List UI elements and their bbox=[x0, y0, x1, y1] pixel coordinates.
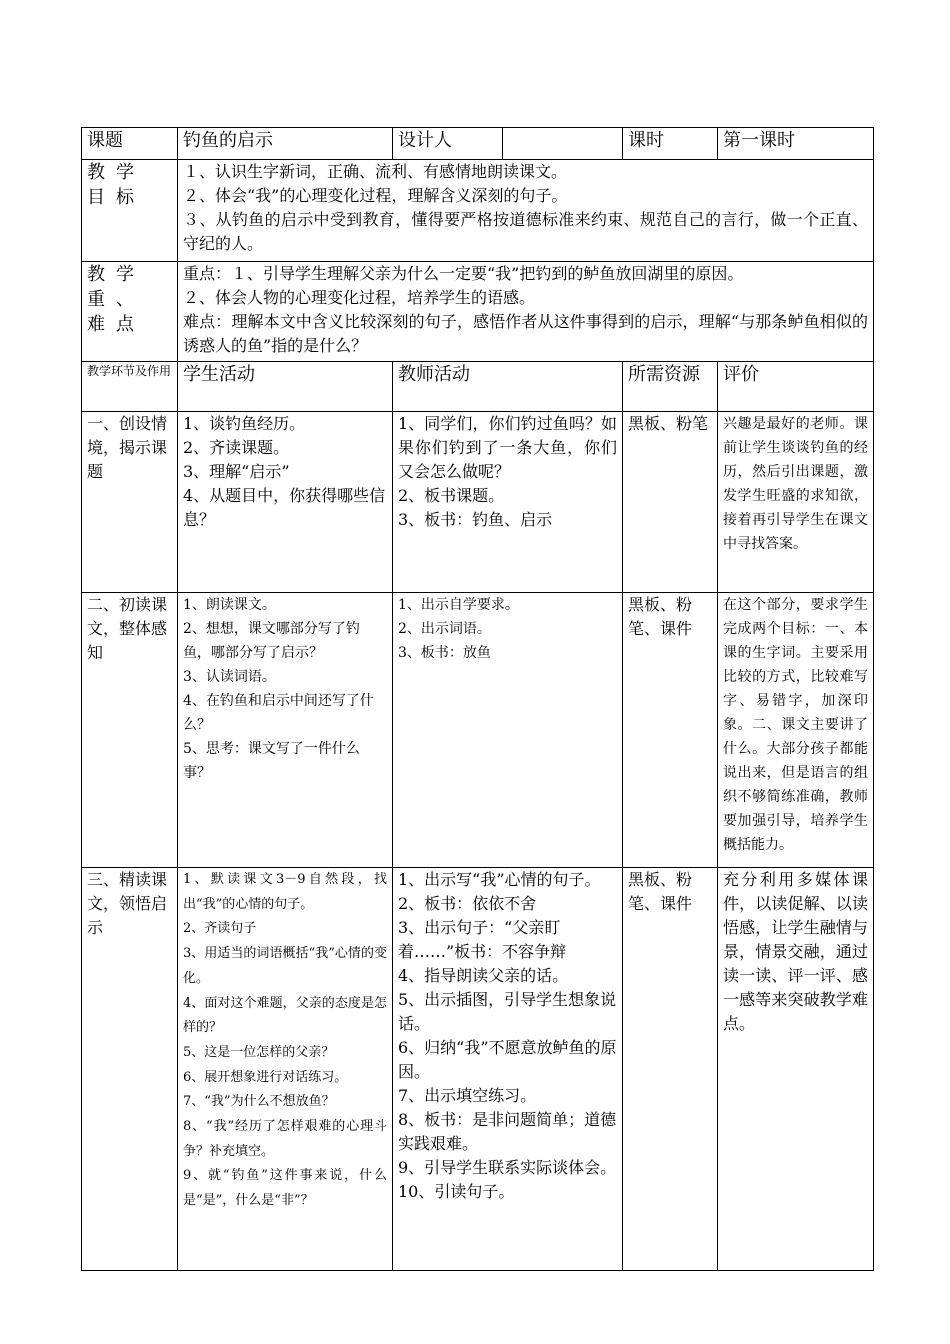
student-activities bbox=[178, 593, 393, 868]
teacher-activity: 9、引导学生联系实际谈体会。 bbox=[398, 1158, 617, 1177]
stage-label: 二、初读课文，整体感知 bbox=[82, 593, 178, 868]
stage-row-2 bbox=[82, 593, 874, 868]
student-activity: 4、在钓鱼和启示中间还写了什么？ bbox=[183, 693, 374, 733]
resources: 黑板、粉笔、课件 bbox=[623, 868, 718, 1271]
col-teacher-header: 教师活动 bbox=[393, 362, 623, 412]
teacher-activity: 3、出示句子：“父亲盯着……”板书：不容争辩 bbox=[398, 918, 567, 961]
focus-item: 重点：１、引导学生理解父亲为什么一定要“我”把钓到的鲈鱼放回湖里的原因。 bbox=[183, 264, 744, 283]
topic-label: 课题 bbox=[82, 128, 178, 160]
teacher-activity: 2、板书课题。 bbox=[398, 486, 505, 505]
focus-item: 难点：理解本文中含义比较深刻的句子，感悟作者从这件事得到的启示，理解“与那条鲈鱼相似的诱惑人的鱼”指的是什么？ bbox=[183, 312, 868, 355]
student-activity: 5、思考：课文写了一件什么事？ bbox=[183, 741, 360, 781]
teacher-activity: 10、引读句子。 bbox=[398, 1182, 515, 1201]
student-activity: 9、就“钓鱼”这件事来说，什么是“是”，什么是“非”？ bbox=[183, 1168, 387, 1209]
stage-row-3 bbox=[82, 868, 874, 1271]
goals-label: 教学目标 bbox=[82, 160, 178, 262]
student-activity: 4、面对这个难题，父亲的态度是怎样的？ bbox=[183, 995, 387, 1036]
student-activities bbox=[178, 868, 393, 1271]
student-activity: 3、认读词语。 bbox=[183, 669, 276, 685]
teacher-activity: 3、板书：钓鱼、启示 bbox=[398, 510, 553, 529]
topic-value: 钓鱼的启示 bbox=[178, 128, 393, 160]
col-resources-header: 所需资源 bbox=[623, 362, 718, 412]
evaluation: 充分利用多媒体课件，以读促解、以读悟感，让学生融情与景，情景交融，通过读一读、评一评、感一感等来突破教学难点。 bbox=[718, 868, 874, 1271]
col-evaluation-header: 评价 bbox=[718, 362, 874, 412]
teacher-activity: 1、出示写“我”心情的句子。 bbox=[398, 870, 601, 889]
teacher-activity: 5、出示插图，引导学生想象说话。 bbox=[398, 990, 617, 1033]
teacher-activities bbox=[393, 868, 623, 1271]
student-activity: 4、从题目中，你获得哪些信息？ bbox=[183, 486, 386, 529]
designer-value bbox=[503, 128, 623, 160]
student-activity: 2、想想，课文哪部分写了钓鱼，哪部分写了启示？ bbox=[183, 621, 360, 661]
focus-label: 教学重、难点 bbox=[82, 262, 178, 362]
designer-label: 设计人 bbox=[393, 128, 503, 160]
student-activity: 1、朗读课文。 bbox=[183, 597, 276, 613]
teacher-activity: 7、出示填空练习。 bbox=[398, 1086, 537, 1105]
goals-content bbox=[178, 160, 874, 262]
stage-label: 三、精读课文，领悟启示 bbox=[82, 868, 178, 1271]
header-row bbox=[82, 128, 874, 160]
lesson-plan-table bbox=[81, 127, 874, 1271]
teacher-activity: 2、板书：依依不舍 bbox=[398, 894, 537, 913]
student-activity: 3、理解“启示” bbox=[183, 462, 290, 481]
student-activity: 5、这是一位怎样的父亲？ bbox=[183, 1044, 335, 1060]
resources: 黑板、粉笔、课件 bbox=[623, 593, 718, 868]
goal-item: １、认识生字新词，正确、流利、有感情地朗读课文。 bbox=[183, 162, 568, 181]
student-activity: 6、展开想象进行对话练习。 bbox=[183, 1069, 348, 1085]
focus-item: ２、体会人物的心理变化过程，培养学生的语感。 bbox=[183, 288, 536, 307]
goals-row bbox=[82, 160, 874, 262]
teacher-activity: 6、归纳“我”不愿意放鲈鱼的原因。 bbox=[398, 1038, 617, 1081]
goal-item: ２、体会“我”的心理变化过程，理解含义深刻的句子。 bbox=[183, 186, 568, 205]
col-stage-header: 教学环节及作用 bbox=[82, 362, 178, 412]
stage-row-1 bbox=[82, 412, 874, 593]
student-activity: 1、谈钓鱼经历。 bbox=[183, 414, 306, 433]
teacher-activity: 3、板书：放鱼 bbox=[398, 645, 491, 661]
col-student-header: 学生活动 bbox=[178, 362, 393, 412]
resources: 黑板、粉笔 bbox=[623, 412, 718, 593]
teacher-activity: 4、指导朗读父亲的话。 bbox=[398, 966, 569, 985]
student-activity: 1、默读课文3－9自然段，找出“我”的心情的句子。 bbox=[183, 872, 387, 912]
period-label: 课时 bbox=[623, 128, 718, 160]
column-header-row bbox=[82, 362, 874, 412]
student-activity: 7、“我”为什么不想放鱼？ bbox=[183, 1094, 335, 1110]
student-activity: 2、齐读课题。 bbox=[183, 438, 290, 457]
evaluation: 在这个部分，要求学生完成两个目标：一、本课的生字词。主要采用比较的方式，比较难写字、易错字，加深印象。二、课文主要讲了什么。大部分孩子都能说出来，但是语言的组织不够简练准确，教师要加强引导，培养学生概括能力。 bbox=[718, 593, 874, 868]
focus-content bbox=[178, 262, 874, 362]
goal-item: ３、从钓鱼的启示中受到教育，懂得要严格按道德标准来约束、规范自己的言行，做一个正直、守纪的人。 bbox=[183, 210, 868, 253]
teacher-activity: 8、板书：是非问题简单；道德实践艰难。 bbox=[398, 1110, 617, 1153]
student-activity: 3、用适当的词语概括“我”心情的变化。 bbox=[183, 946, 387, 986]
student-activities bbox=[178, 412, 393, 593]
stage-label: 一、创设情境，揭示课题 bbox=[82, 412, 178, 593]
teacher-activity: 1、出示自学要求。 bbox=[398, 597, 519, 613]
focus-row bbox=[82, 262, 874, 362]
evaluation: 兴趣是最好的老师。课前让学生谈谈钓鱼的经历，然后引出课题，激发学生旺盛的求知欲，接着再引导学生在课文中寻找答案。 bbox=[718, 412, 874, 593]
teacher-activity: 1、同学们，你们钓过鱼吗？如果你们钓到了一条大鱼，你们又会怎么做呢？ bbox=[398, 414, 617, 481]
teacher-activities bbox=[393, 412, 623, 593]
teacher-activity: 2、出示词语。 bbox=[398, 621, 491, 637]
period-value: 第一课时 bbox=[718, 128, 874, 160]
student-activity: 8、“我”经历了怎样艰难的心理斗争？补充填空。 bbox=[183, 1119, 387, 1159]
teacher-activities bbox=[393, 593, 623, 868]
student-activity: 2、齐读句子 bbox=[183, 921, 257, 937]
